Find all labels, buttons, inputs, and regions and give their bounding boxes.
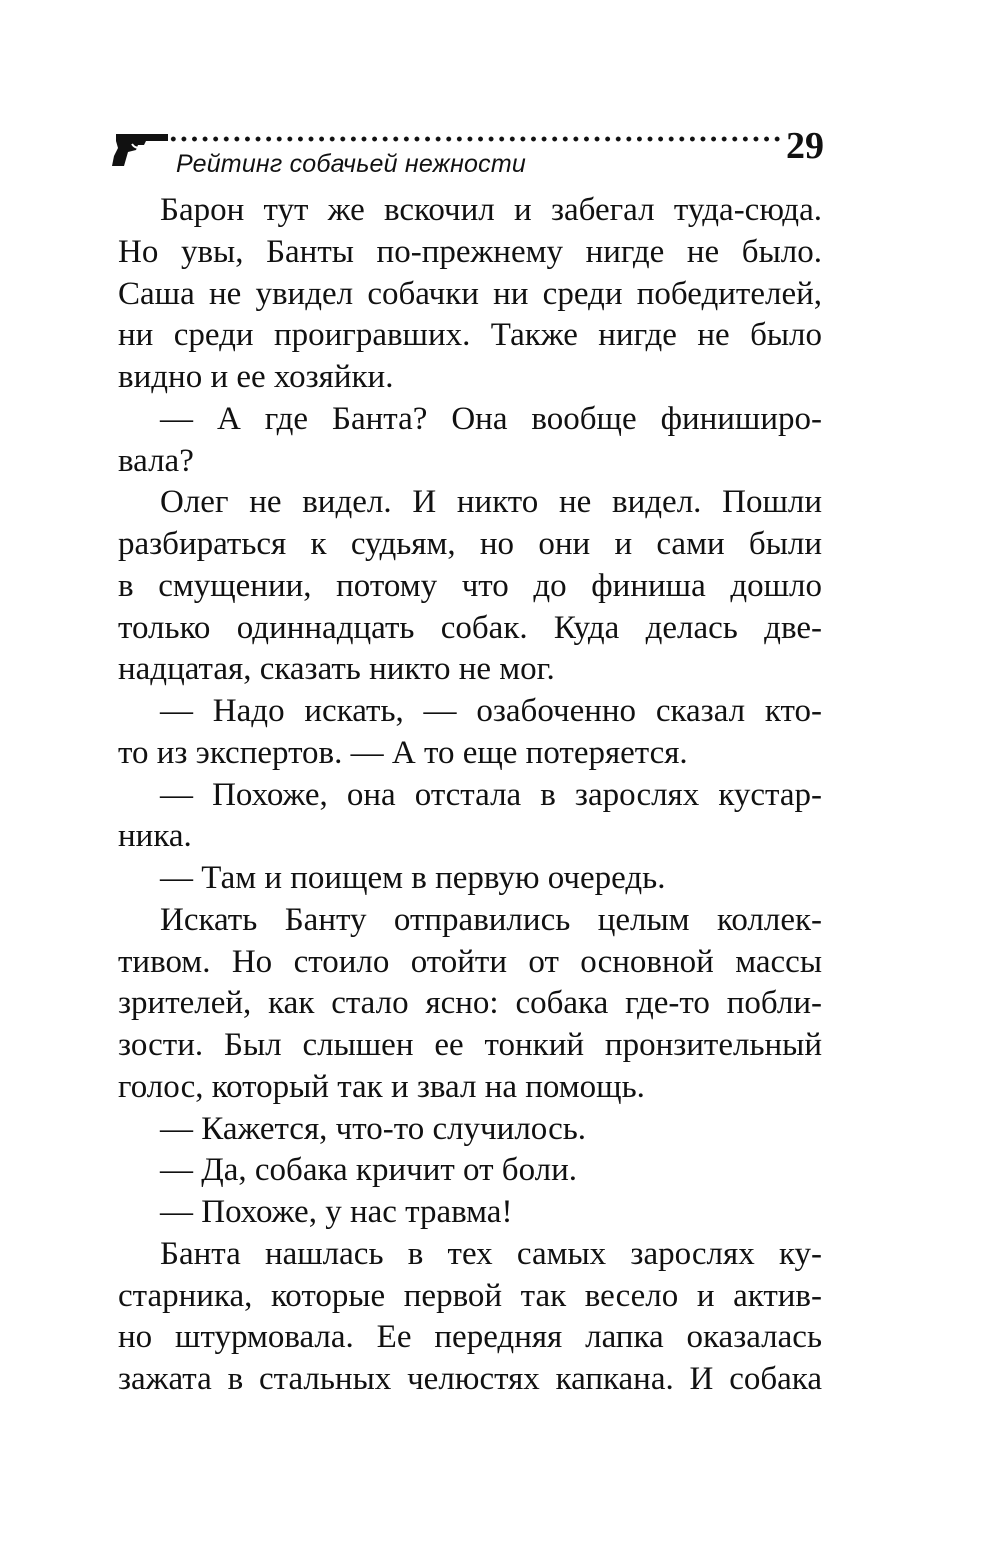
text-line: то из экспертов. — А то еще потеряется. — [118, 734, 688, 771]
text-line: видно и ее хозяйки. — [118, 359, 394, 395]
text-line: — А где Банта? Она вообще финиширо- — [160, 400, 822, 437]
page-header — [110, 120, 830, 190]
text-line: надцатая, сказать никто не мог. — [118, 651, 555, 688]
dotted-rule — [168, 136, 783, 142]
text-line: старника, которые первой так весело и актив- — [118, 1277, 822, 1314]
text-line: — Надо искать, — озабоченно сказал кто- — [160, 693, 822, 729]
text-line: вала? — [118, 442, 194, 479]
text-line: в смущении, потому что до финиша дошло — [118, 567, 822, 604]
text-line: ника. — [118, 818, 192, 855]
text-line: зости. Был слышен ее тонкий пронзительный — [118, 1027, 822, 1063]
text-line: ни среди проигравших. Также нигде не было — [118, 317, 822, 354]
text-line: — Там и поищем в первую очередь. — [160, 860, 666, 896]
text-line: Но увы, Банты по-прежнему нигде не было. — [118, 233, 822, 270]
text-line: Искать Банту отправились целым коллек- — [160, 901, 822, 938]
text-line: но штурмовала. Ее передняя лапка оказалась — [118, 1319, 822, 1356]
text-line: Банта нашлась в тех самых зарослях ку- — [160, 1235, 822, 1272]
text-line: тивом. Но стоило отойти от основной массы — [118, 943, 822, 980]
text-line: зрителей, как стало ясно: собака где-то побли- — [118, 985, 822, 1022]
text-line: зажата в стальных челюстях капкана. И собака — [118, 1361, 822, 1397]
page-number: 29 — [786, 125, 824, 167]
text-line: — Похоже, у нас травма! — [160, 1194, 513, 1230]
revolver-icon — [110, 126, 170, 170]
text-line: — Кажется, что-то случилось. — [160, 1110, 587, 1147]
text-line: голос, который так и звал на помощь. — [118, 1068, 645, 1105]
text-line: Саша не увидел собачки ни среди победителей, — [118, 275, 822, 312]
text-line: разбираться к судьям, но они и сами были — [118, 526, 822, 562]
text-line: Барон тут же вскочил и забегал туда-сюда. — [160, 192, 822, 228]
body-text — [118, 190, 822, 1401]
text-line: Олег не видел. И никто не видел. Пошли — [160, 484, 822, 521]
running-title: Рейтинг собачьей нежности — [176, 150, 526, 178]
text-line: только одиннадцать собак. Куда делась две- — [118, 609, 822, 646]
text-line: — Да, собака кричит от боли. — [160, 1152, 578, 1189]
text-line: — Похоже, она отстала в зарослях кустар- — [160, 776, 822, 813]
